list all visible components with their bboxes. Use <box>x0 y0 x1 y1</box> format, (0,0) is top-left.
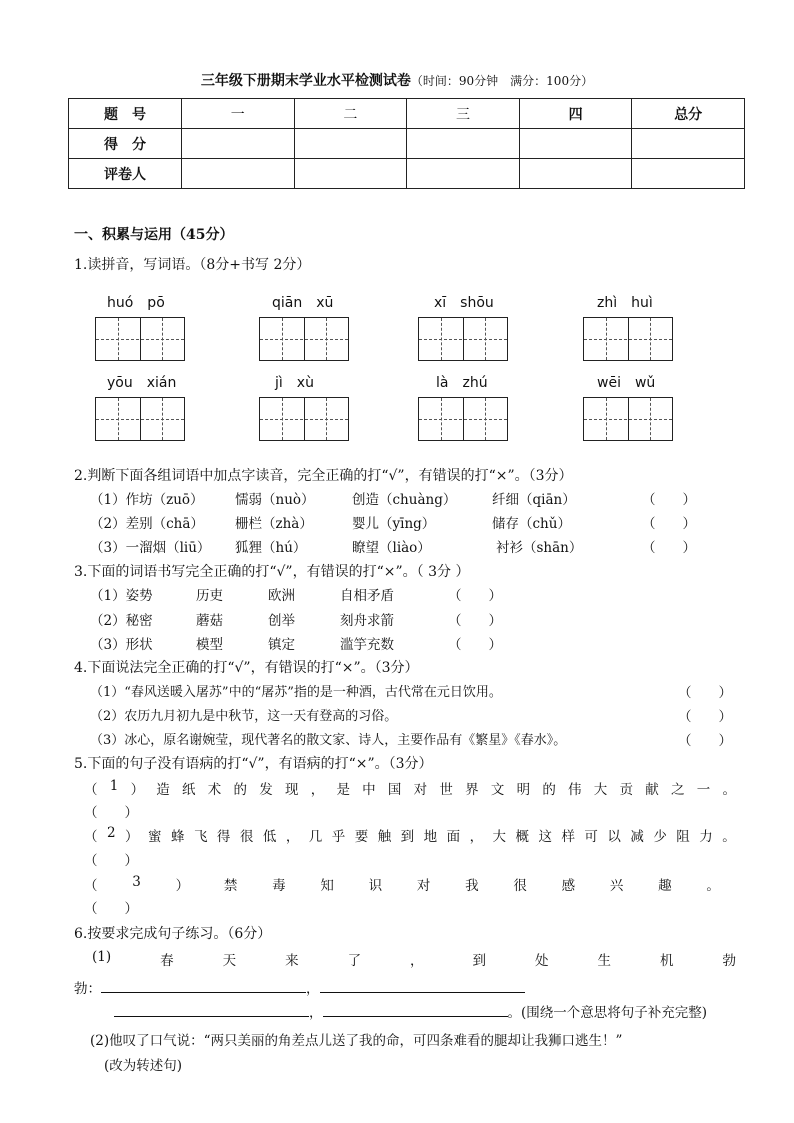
q2-cell: 懦弱（nuò） <box>235 492 315 508</box>
answer-bracket[interactable]: （ ） <box>84 901 138 917</box>
grader-cell[interactable] <box>294 159 407 189</box>
glyph: 感 <box>561 878 576 894</box>
q6-item-2-note: (改为转述句) <box>104 1058 183 1074</box>
cell: 四 <box>519 99 632 129</box>
answer-bracket[interactable]: （ ） <box>642 492 696 508</box>
glyph: 对 <box>416 878 431 894</box>
question-5-text: 5.下面的句子没有语病的打“√”，有语病的打“×”。（3分） <box>74 756 433 772</box>
answer-bracket[interactable]: （ ） <box>448 588 502 604</box>
glyph: 是 <box>336 782 350 798</box>
glyph: 概 <box>515 829 529 845</box>
q3-cell: 自相矛盾 <box>340 588 394 604</box>
q2-cell: 狐狸（hú） <box>235 540 307 556</box>
score-table-header-row <box>69 99 745 129</box>
q2-cell: 储存（chǔ） <box>492 516 571 532</box>
glyph: 阻 <box>676 829 690 845</box>
exam-title-sub: （时间：90分钟 满分：100分） <box>410 74 594 88</box>
writing-grid[interactable] <box>583 397 673 441</box>
cell: 题 号 <box>69 99 182 129</box>
answer-bracket[interactable]: （ ） <box>448 613 502 629</box>
cell: 得 分 <box>69 129 182 159</box>
q2-cell: （2）差别（chā） <box>90 516 204 532</box>
writing-grid[interactable] <box>418 397 508 441</box>
grader-cell[interactable] <box>519 159 632 189</box>
glyph: 勃 <box>722 953 736 969</box>
grader-cell[interactable] <box>407 159 520 189</box>
glyph: 。 <box>722 782 736 798</box>
pinyin-label: xī shōu <box>434 295 494 311</box>
glyph: 3 <box>132 874 141 890</box>
glyph: 大 <box>593 782 608 798</box>
glyph: 机 <box>659 953 674 969</box>
glyph: 现 <box>284 782 299 798</box>
cell: 三 <box>407 99 520 129</box>
answer-bracket[interactable]: （ ） <box>642 516 696 532</box>
glyph: 蜜 <box>148 829 162 845</box>
glyph: 文 <box>490 782 505 798</box>
writing-grid[interactable] <box>418 317 508 361</box>
q2-cell: （3）一溜烟（liū） <box>90 540 211 556</box>
answer-bracket[interactable]: （ ） <box>678 733 732 749</box>
glyph: 这 <box>538 829 552 845</box>
score-cell[interactable] <box>294 129 407 159</box>
cell: 总分 <box>632 99 745 129</box>
score-table-grader-row <box>69 159 745 189</box>
score-cell[interactable] <box>519 129 632 159</box>
q6-instruction: 。(围绕一个意思将句子补充完整) <box>507 1005 708 1021</box>
question-2-text: 2.判断下面各组词语中加点字读音，完全正确的打“√”，有错误的打“×”。（3分） <box>74 468 573 484</box>
glyph: 世 <box>439 782 453 798</box>
q3-cell: 蘑菇 <box>196 613 223 629</box>
glyph: 我 <box>465 878 479 894</box>
glyph: 少 <box>653 829 667 845</box>
score-cell[interactable] <box>632 129 745 159</box>
pinyin-label: huó pō <box>107 295 165 311</box>
glyph: 天 <box>222 953 237 969</box>
q4-row-3-text: （3）冰心，原名谢婉莹，现代著名的散文家、诗人，主要作品有《繁星》《春水》。 <box>90 733 567 748</box>
answer-bracket[interactable]: （ ） <box>84 805 138 821</box>
score-cell[interactable] <box>407 129 520 159</box>
glyph: ， <box>310 782 325 798</box>
glyph: 处 <box>535 953 549 969</box>
glyph: 界 <box>465 782 479 798</box>
glyph: 发 <box>259 782 273 798</box>
glyph: （ <box>84 782 98 798</box>
answer-bracket[interactable]: （ ） <box>678 685 732 701</box>
glyph: 的 <box>542 782 556 798</box>
pinyin-label: jì xù <box>275 375 314 391</box>
q3-cell: （1）姿势 <box>90 588 153 604</box>
q2-cell: （1）作坊（zuō） <box>90 492 204 508</box>
cell: 二 <box>294 99 407 129</box>
glyph: 明 <box>516 782 531 798</box>
q3-cell: 创举 <box>268 613 295 629</box>
glyph: ， <box>285 829 300 845</box>
glyph: ） <box>125 829 139 845</box>
exam-title-main: 三年级下册期末学业水平检测试卷 <box>200 73 411 89</box>
answer-line[interactable] <box>101 978 306 993</box>
glyph: 几 <box>308 829 323 845</box>
question-6-text: 6.按要求完成句子练习。（6分） <box>74 926 272 942</box>
q5-sentence-3 <box>84 874 720 894</box>
answer-bracket[interactable]: （ ） <box>84 853 138 869</box>
pinyin-label: qiān xū <box>272 295 334 311</box>
glyph: 以 <box>607 829 621 845</box>
glyph: 很 <box>513 878 527 894</box>
q2-cell: 衬衫（shān） <box>496 540 583 556</box>
glyph: ） <box>175 878 190 894</box>
question-4-text: 4.下面说法完全正确的打“√”，有错误的打“×”。（3分） <box>74 660 419 676</box>
glyph: 中 <box>362 782 376 798</box>
q6-item-1-end <box>114 1001 707 1021</box>
glyph: 之 <box>670 782 685 798</box>
q3-cell: 欧洲 <box>268 588 295 604</box>
q2-cell: 婴儿（yīng） <box>352 516 436 532</box>
pinyin-label: zhì huì <box>597 295 653 311</box>
q3-cell: （3）形状 <box>90 637 153 653</box>
score-table <box>68 98 745 189</box>
q6-comma: ， <box>309 1005 323 1021</box>
writing-grid[interactable] <box>583 317 673 361</box>
glyph: 贡 <box>619 782 634 798</box>
glyph: （ <box>84 829 98 845</box>
glyph: 地 <box>423 829 438 845</box>
glyph: 春 <box>160 953 174 969</box>
q6-comma: ， <box>306 981 320 997</box>
writing-grid[interactable] <box>259 397 349 441</box>
glyph: 对 <box>413 782 428 798</box>
glyph: 面 <box>446 829 461 845</box>
answer-line[interactable] <box>323 1002 508 1017</box>
grader-cell[interactable] <box>632 159 745 189</box>
exam-title <box>0 70 794 90</box>
glyph: 可 <box>584 829 598 845</box>
glyph: 很 <box>239 829 254 845</box>
glyph: 纸 <box>182 782 196 798</box>
q3-cell: 历吏 <box>196 588 223 604</box>
glyph: 蜂 <box>170 829 185 845</box>
glyph: 。 <box>722 829 736 845</box>
q3-cell: （2）秘密 <box>90 613 153 629</box>
glyph: 力 <box>699 829 713 845</box>
glyph: 低 <box>262 829 277 845</box>
glyph: 要 <box>354 829 369 845</box>
q6-item-1-continue <box>74 977 525 997</box>
score-table-score-row <box>69 129 745 159</box>
glyph: 样 <box>561 829 575 845</box>
score-cell[interactable] <box>182 129 295 159</box>
glyph: 了 <box>347 953 362 969</box>
glyph: (1) <box>92 949 112 965</box>
section-heading: 一、积累与运用（45分） <box>74 227 234 243</box>
q3-cell: 镇定 <box>268 637 295 653</box>
q2-cell: 瞭望（liào） <box>352 540 431 556</box>
pinyin-label: là zhú <box>436 375 488 391</box>
glyph: 减 <box>630 829 644 845</box>
pinyin-label: yōu xián <box>107 375 177 391</box>
q6-item-2: (2)他叹了口气说：“两只美丽的角差点儿送了我的命，可四条难看的腿却让我狮口逃生！” <box>90 1033 623 1049</box>
q2-cell: 栅栏（zhà） <box>235 516 313 532</box>
glyph: 触 <box>377 829 392 845</box>
answer-bracket[interactable]: （ ） <box>448 637 502 653</box>
glyph: 知 <box>320 878 334 894</box>
cell: 一 <box>182 99 295 129</box>
glyph: 造 <box>156 782 170 798</box>
glyph: 生 <box>597 953 611 969</box>
writing-grid[interactable] <box>95 317 185 361</box>
q5-sentence-1 <box>84 778 736 798</box>
answer-line[interactable] <box>114 1002 309 1017</box>
glyph: 禁 <box>223 878 238 894</box>
glyph: 毒 <box>272 878 286 894</box>
glyph: ） <box>130 782 145 798</box>
glyph: 1 <box>109 778 119 794</box>
glyph: 乎 <box>331 829 346 845</box>
q4-row-1-text: （1）“春风送暖入屠苏”中的“屠苏”指的是一种酒，古代常在元日饮用。 <box>90 685 502 700</box>
glyph: ， <box>469 829 484 845</box>
question-3-text: 3.下面的词语书写完全正确的打“√”，有错误的打“×”。（ 3分 ） <box>74 564 470 580</box>
answer-bracket[interactable]: （ ） <box>678 709 732 725</box>
glyph: 到 <box>400 829 415 845</box>
q2-cell: 纤细（qiān） <box>492 492 576 508</box>
glyph: 2 <box>106 825 116 841</box>
q5-sentence-2 <box>84 825 736 845</box>
pinyin-label: wēi wǔ <box>597 375 656 391</box>
glyph: 伟 <box>568 782 582 798</box>
glyph: 识 <box>368 878 383 894</box>
grader-cell[interactable] <box>182 159 295 189</box>
q3-cell: 模型 <box>196 637 223 653</box>
glyph: ， <box>410 953 424 969</box>
glyph: 的 <box>233 782 247 798</box>
answer-bracket[interactable]: （ ） <box>642 540 696 556</box>
writing-grid[interactable] <box>95 397 185 441</box>
glyph: 趣 <box>658 878 672 894</box>
glyph: 到 <box>472 953 487 969</box>
glyph: 兴 <box>609 878 624 894</box>
answer-line[interactable] <box>320 978 525 993</box>
q6-line2-start: 勃： <box>74 981 101 997</box>
glyph: （ <box>84 878 98 894</box>
cell: 评卷人 <box>69 159 182 189</box>
q2-cell: 创造（chuàng） <box>352 492 457 508</box>
glyph: 术 <box>207 782 222 798</box>
q4-row-2-text: （2）农历九月初九是中秋节，这一天有登高的习俗。 <box>90 709 398 724</box>
q6-item-1-line <box>92 949 736 969</box>
glyph: 来 <box>285 953 299 969</box>
glyph: 一 <box>696 782 711 798</box>
q3-cell: 刻舟求箭 <box>340 613 394 629</box>
writing-grid[interactable] <box>259 317 349 361</box>
glyph: 国 <box>387 782 402 798</box>
glyph: 飞 <box>193 829 208 845</box>
glyph: 大 <box>492 829 507 845</box>
question-1-text: 1.读拼音，写词语。（8分+书写 2分） <box>74 257 311 273</box>
glyph: 。 <box>706 878 720 894</box>
glyph: 得 <box>216 829 231 845</box>
q3-cell: 滥竽充数 <box>340 637 394 653</box>
glyph: 献 <box>645 782 659 798</box>
